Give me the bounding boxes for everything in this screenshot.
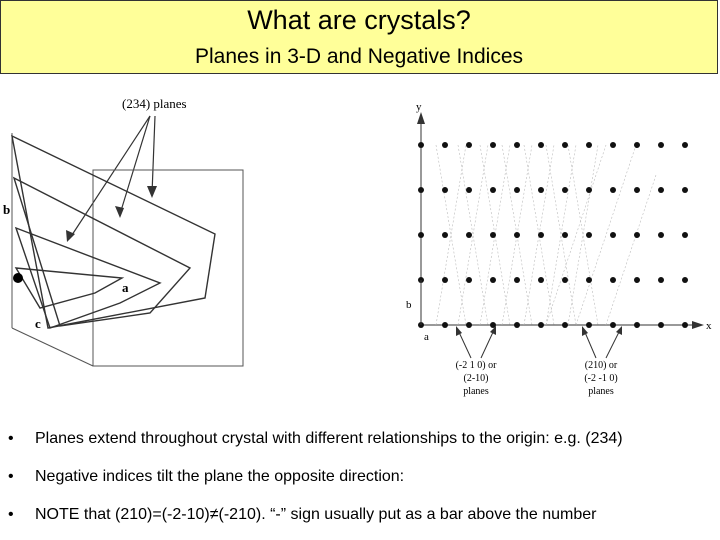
plane-arrow-heads: [456, 326, 622, 336]
lattice-point: [562, 277, 568, 283]
lattice-point: [442, 187, 448, 193]
axis-b-label: b: [3, 202, 11, 217]
axis-b-label-right: b: [406, 299, 412, 311]
left-planes-label-3: planes: [463, 386, 489, 397]
left-planes-label-2: (2-10): [463, 373, 489, 384]
lattice-point: [634, 142, 640, 148]
planes-label: (234) planes: [122, 96, 187, 111]
lattice-point: [538, 322, 544, 328]
unit-cell: [12, 133, 243, 366]
lattice-point: [682, 142, 688, 148]
lattice-point: [634, 232, 640, 238]
label-arrows: [70, 116, 155, 238]
bullet-text: Negative indices tilt the plane the opposite direction:: [35, 468, 405, 485]
negative-index-lattice-figure: [396, 100, 720, 405]
lattice-point: [442, 277, 448, 283]
lattice-point: [514, 322, 520, 328]
lattice-point: [418, 187, 424, 193]
lattice-point: [418, 232, 424, 238]
lattice-point: [490, 187, 496, 193]
crystal-planes: [12, 136, 215, 328]
origin-point: [13, 273, 23, 283]
lattice-point: [682, 232, 688, 238]
lattice-point: [610, 232, 616, 238]
slide-title: What are crystals?: [247, 5, 471, 35]
lattice-point: [514, 187, 520, 193]
axis-x-label: x: [706, 320, 712, 332]
lattice-point: [514, 277, 520, 283]
lattice-point: [682, 322, 688, 328]
lattice-point: [538, 142, 544, 148]
bullet-text: Planes extend throughout crystal with different relationships to the origin: e.g. (234): [35, 430, 623, 447]
lattice-point: [490, 142, 496, 148]
bullet-marker: •: [8, 468, 14, 485]
lattice-point: [514, 232, 520, 238]
lattice-point: [490, 277, 496, 283]
arrow-heads: [66, 186, 157, 242]
lattice-point: [658, 322, 664, 328]
lattice-point: [634, 187, 640, 193]
lattice-point: [610, 277, 616, 283]
lattice-point: [658, 142, 664, 148]
lattice-point: [442, 142, 448, 148]
axis-y-label: y: [416, 101, 422, 113]
lattice-point: [466, 277, 472, 283]
lattice-point: [610, 142, 616, 148]
lattice-point: [586, 277, 592, 283]
right-planes-label-3: planes: [588, 386, 614, 397]
lattice-point: [586, 232, 592, 238]
axis-a-label-right: a: [424, 331, 429, 343]
lattice-point: [634, 322, 640, 328]
lattice-point: [442, 322, 448, 328]
title-banner: [0, 0, 718, 74]
planes-234-figure: [0, 88, 250, 378]
lattice-point: [418, 142, 424, 148]
lattice-point: [442, 232, 448, 238]
slide-subtitle: Planes in 3-D and Negative Indices: [194, 45, 524, 68]
lattice-point: [586, 187, 592, 193]
lattice-point: [562, 232, 568, 238]
lattice-point: [538, 232, 544, 238]
lattice-point: [658, 187, 664, 193]
bullet-marker: •: [8, 430, 14, 447]
axis-a-label: a: [122, 280, 129, 295]
lattice-point: [538, 187, 544, 193]
bullet-text: NOTE that (210)=(-2-10)≠(-210). “-” sign usually put as a bar above the number: [35, 506, 597, 523]
right-planes-label-2: (-2 -1 0): [584, 373, 618, 384]
lattice-point: [610, 187, 616, 193]
lattice-points: [418, 142, 688, 328]
lattice-point: [466, 322, 472, 328]
y-axis-arrow: [417, 112, 425, 124]
lattice-point: [562, 322, 568, 328]
lattice-point: [586, 322, 592, 328]
lattice-point: [682, 277, 688, 283]
lattice-point: [658, 232, 664, 238]
axis-c-label: c: [35, 316, 41, 331]
plane-arrows: [458, 330, 620, 358]
lattice-point: [466, 142, 472, 148]
lattice-point: [490, 232, 496, 238]
lattice-point: [658, 277, 664, 283]
x-axis-arrow: [692, 321, 704, 329]
lattice-point: [610, 322, 616, 328]
bullet-marker: •: [8, 506, 14, 523]
left-planes-label-1: (-2 1 0) or: [455, 360, 497, 371]
lattice-point: [682, 187, 688, 193]
lattice-point: [466, 187, 472, 193]
lattice-point: [586, 142, 592, 148]
lattice-point: [538, 277, 544, 283]
lattice-point: [562, 187, 568, 193]
right-planes-label-1: (210) or: [584, 360, 618, 371]
lattice-point: [514, 142, 520, 148]
lattice-point: [562, 142, 568, 148]
lattice-point: [634, 277, 640, 283]
lattice-point: [466, 232, 472, 238]
